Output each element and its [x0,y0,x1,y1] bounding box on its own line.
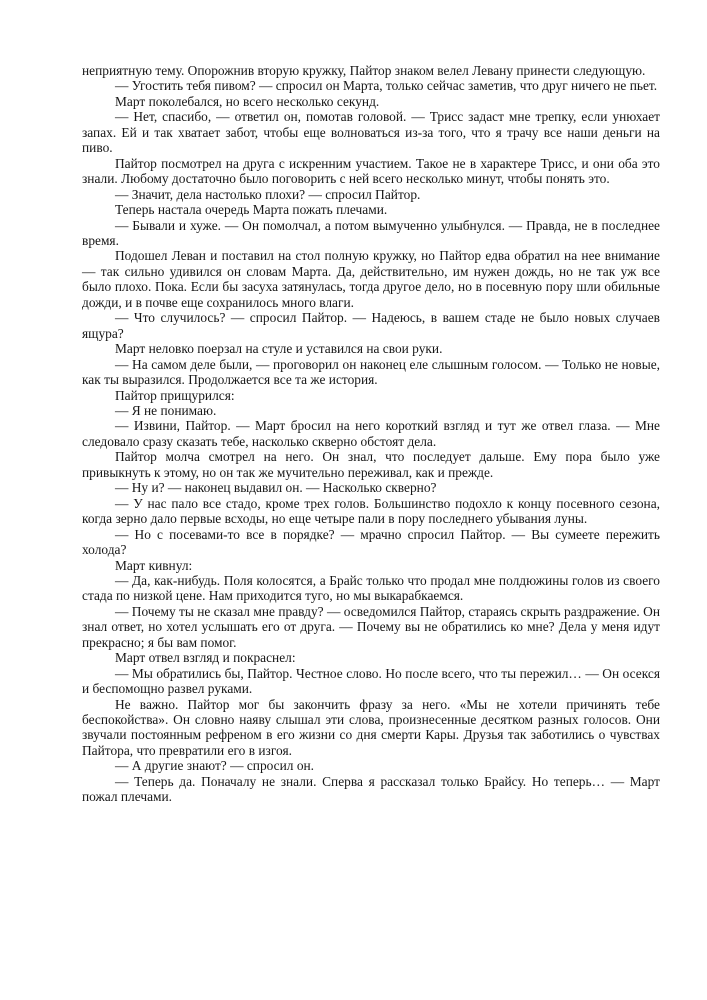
paragraph: — Значит, дела настолько плохи? — спросил Пайтор. [115,186,421,202]
paragraph: — У нас пало все стадо, кроме трех голов. Большинство подохло к концу посевного сезона, когда зерно дало первые всходы, но еще четыре пали в пору последнего убывания луны. [82,495,660,527]
paragraph: Март поколебался, но всего несколько секунд. [115,93,380,109]
paragraph: Теперь настала очередь Марта пожать плечами. [115,202,388,218]
paragraph: — Да, как-нибудь. Поля колосятся, а Брайс только что продал мне полдюжины голов из своего стада по низкой цене. Нам приходится туго, но мы выкарабкаемся. [82,572,660,604]
paragraph: Пайтор посмотрел на друга с искренним участием. Такое не в характере Трисс, и они оба это знали. Любому достаточно было поговорить с ней всего несколько минут, чтобы понять это. [82,155,660,187]
paragraph: — Мы обратились бы, Пайтор. Честное слово. Но после всего, что ты пережил… — Он осекся и беспомощно развел руками. [82,665,660,697]
paragraph: — Ну и? — наконец выдавил он. — Насколько скверно? [115,480,437,496]
paragraph: Подошел Леван и поставил на стол полную кружку, но Пайтор едва обратил на нее внимание — так сильно удивился он словам Марта. Да, действительно, им нужен дождь, но не так уж все было плохо. Пока. Если бы засуха затянулась, тогда другое дело, но в посевную пору шли обильные дожди, и в почве еще сохранилось много влаги. [82,248,660,310]
paragraph: — Теперь да. Поначалу не знали. Сперва я рассказал только Брайсу. Но теперь… — Март пожал плечами. [82,773,660,805]
paragraph: Пайтор прищурился: [115,387,235,403]
paragraph: Пайтор молча смотрел на него. Он знал, что последует дальше. Ему пора было уже привыкнуть к этому, но он так же мучительно переживал, как и прежде. [82,449,660,480]
paragraph: Март отвел взгляд и покраснел: [115,650,296,666]
paragraph: Март кивнул: [115,557,193,573]
paragraph: Не важно. Пайтор мог бы закончить фразу за него. «Мы не хотели причинять тебе беспокойства». Он словно наяву слышал эти слова, произнесенные десятком разных голосов. Они звучали постоянным рефреном в его жизни со дня смерти Кары. Друзья так заботились о чувствах Пайтора, что превратили его в изгоя. [82,696,660,758]
paragraph: — Извини, Пайтор. — Март бросил на него короткий взгляд и тут же отвел глаза. — Мне следовало сразу сказать тебе, насколько скверно обстоят дела. [82,418,660,449]
paragraph: — Бывали и хуже. — Он помолчал, а потом вымученно улыбнулся. — Правда, не в последнее время. [82,217,660,248]
paragraph: — Я не понимаю. [115,402,217,418]
paragraph: — Но с посевами-то все в порядке? — мрачно спросил Пайтор. — Вы сумеете пережить холода? [82,526,660,558]
paragraph: — Что случилось? — спросил Пайтор. — Надеюсь, в вашем стаде не было новых случаев ящура? [82,310,660,341]
paragraph: Март неловко поерзал на стуле и уставился на свои руки. [115,341,443,357]
paragraph: — Почему ты не сказал мне правду? — осведомился Пайтор, стараясь скрыть раздражение. Он знал ответ, но хотел услышать его от друга. — Почему вы не обратились ко мне? Дела у меня идут прекрасно; я бы вам помог. [82,603,660,650]
paragraph: — Нет, спасибо, — ответил он, помотав головой. — Трисс задаст мне трепку, если унюхает запах. Ей и так хватает забот, чтобы еще волноваться из-за того, что я трачу все наши деньги на пиво. [82,109,660,156]
page-text [82,63,660,805]
paragraph: — А другие знают? — спросил он. [115,758,315,774]
paragraph: неприятную тему. Опорожнив вторую кружку, Пайтор знаком велел Левану принести следующую. [82,63,646,78]
paragraph: — Угостить тебя пивом? — спросил он Марта, только сейчас заметив, что друг ничего не пьет. [115,78,658,94]
paragraph: — На самом деле были, — проговорил он наконец еле слышным голосом. — Только не новые, как ты выразился. Продолжается все та же история. [82,356,660,388]
